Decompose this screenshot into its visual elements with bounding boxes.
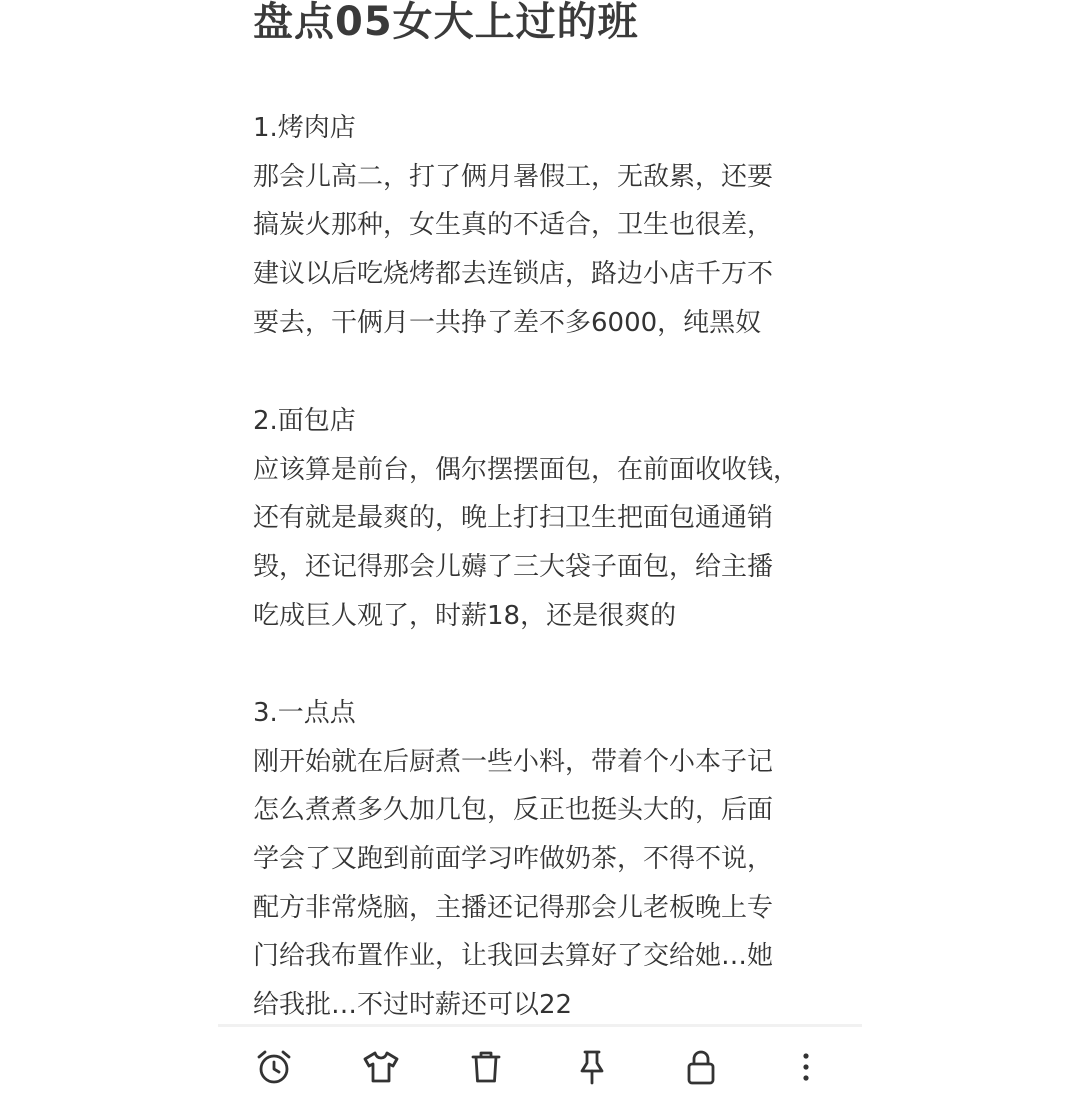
section-line: 还有就是最爽的，晚上打扫卫生把面包通通销 [253,503,774,534]
reminder-button[interactable] [254,1047,294,1087]
section-heading: 3.一点点 [253,698,356,728]
shirt-icon [361,1047,401,1087]
section-line: 搞炭火那种，女生真的不适合，卫生也很差， [253,210,774,241]
trash-icon [466,1047,506,1087]
section-line: 配方非常烧脑，主播还记得那会儿老板晚上专 [253,892,774,923]
bottom-toolbar [218,1027,862,1103]
lock-icon [681,1047,721,1087]
note-section-1 [253,104,853,347]
delete-button[interactable] [466,1047,506,1087]
note-section-3 [253,689,853,1030]
section-line: 毁，还记得那会儿薅了三大袋子面包，给主播 [253,552,774,583]
note-section-2 [253,397,853,640]
more-button[interactable] [786,1047,826,1087]
pin-button[interactable] [572,1047,612,1087]
section-line: 要去，干俩月一共挣了差不多6000，纯黑奴 [253,307,762,338]
section-line: 应该算是前台，偶尔摆摆面包，在前面收收钱， [253,454,800,485]
section-heading: 1.烤肉店 [253,113,356,143]
section-line: 门给我布置作业，让我回去算好了交给她…她 [253,941,774,972]
more-vertical-icon [786,1047,826,1087]
section-line: 怎么煮煮多久加几包，反正也挺头大的，后面 [253,795,774,826]
alarm-clock-icon [254,1047,294,1087]
section-heading: 2.面包店 [253,406,356,436]
pin-icon [572,1047,612,1087]
section-line: 学会了又跑到前面学习咋做奶茶，不得不说， [253,844,774,875]
section-line: 刚开始就在后厨煮一些小料，带着个小本子记 [253,746,774,777]
section-line: 那会儿高二，打了俩月暑假工，无敌累，还要 [253,161,774,192]
section-line: 吃成巨人观了，时薪18，还是很爽的 [253,600,677,631]
theme-button[interactable] [361,1047,401,1087]
note-title: 盘点05女大上过的班 [253,0,639,45]
section-line: 建议以后吃烧烤都去连锁店，路边小店千万不 [253,259,774,290]
lock-button[interactable] [681,1047,721,1087]
section-line: 给我批…不过时薪还可以22 [253,990,573,1021]
